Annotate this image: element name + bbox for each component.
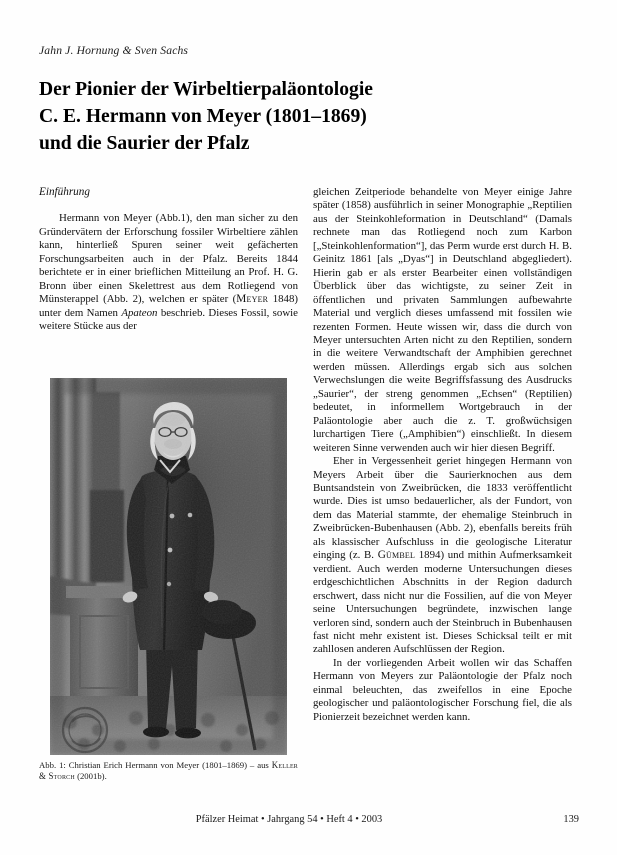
author-line: Jahn J. Hornung & Sven Sachs [39,44,189,57]
figure-caption [39,760,298,782]
portrait-photograph [50,378,287,755]
right-paragraph-3: In der vorliegenden Arbeit wollen wir das Schaffen Hermann von Meyers zur Paläontologie der Pfalz noch einmal beleuchten, das zweifellos in eine Epoche geologischer und paläontologischer Forschung fiel, die als Pionierzeit bezeichnet werden kann. [313,656,572,723]
caption-suffix: (2001b). [74,771,107,782]
left-column [39,186,298,334]
right-column [313,186,572,724]
citation-guembel: Gümbel [377,549,416,562]
title-line-1: Der Pionier der Wirbeltierpaläontologie [39,79,373,100]
left-p1-c: beschrieb. Dieses Fossil, sowie weitere Stücke aus der [39,306,298,333]
right-p2-a: Eher in Vergessenheit geriet hingegen Hermann von Meyers Arbeit über die Saurierknochen aus dem Buntsandstein von Zweibrücken, die 1833 veröffentlicht wurde. Dies ist umso bedauerlicher, als der Fundort, von dem das Material stammte, der ehemalige Steinbruch in Zweibrücken-Bubenhausen (Abb. 2), ebenfalls bereits früh als klassischer Aufschluss in die geologische Literatur einging (z. B. [313,455,572,562]
caption-text: Christian Erich Hermann von Meyer (1801–1869) – aus [65,760,272,770]
page-number: 139 [563,814,579,825]
left-p1-a: Hermann von Meyer (Abb.1), den man sicher zu den Gründervätern der Erforschung fossiler Wirbeltiere zählen kann, hinterließ Spuren seiner weit gefächerten Forschungsarbeiten auch in der Pfalz. Bereits 1844 berichtete er in einer brieflichen Mitteilung an Prof. H. G. Bronn über einen Skelettrest aus dem Rotliegend von Münsterappel (Abb. 2), welchen er später ( [39,212,298,306]
right-p2-b: 1894) und mithin Aufmerksamkeit verdient. Auch werden moderne Untersuchungen dieses erdgeschichtlichen Abschnitts in der Region dadurch erschwert, dass nicht nur die Fossilien, auf die von Meyer seine Untersuchungen begründete, inzwischen lange verloren sind, sondern auch der Steinbruch in Bubenhausen fast nicht mehr existent ist. Dieses Schicksal teilt er mit zahllosen anderen Aufschlüssen der Region. [313,549,572,656]
right-paragraph-1: gleichen Zeitperiode behandelte von Meyer einige Jahre später (1858) ausführlich in seiner Monographie „Reptilien aus der Steinkohleformation in Deutschland“ (Damals rechnete man das Rotliegend noch zum Karbon [„Steinkohlenformation“], das Perm wurde erst durch H. B. Geinitz 1861 [als „Dyas“] in Deutschland abgegliedert). Hierin gab er als erster Bearbeiter einen vollständigen Überblick über das wichtigste, zu seiner Zeit in öffentlichen und privaten Sammlungen aufbewahrte Material und verglich dieses umfassend mit fossilen wie rezenten Formen. Heute wissen wir, dass die durch von Meyer untersuchten Arten nicht zu den Reptilien, sondern in die weitere Verwandtschaft der Amphibien gerechnet werden müssen. Allerdings ergab sich aus solchen Verwechslungen die weite Begriffsfassung des Ausdrucks „Saurier“, der streng genommen „Echsen“ (Reptilien) bedeutet, in informellem Wortgebrauch in der Paläontologie aber auch die z. T. großwüchsigen lurchartigen Tiere („Amphibien“) einschließt. In diesem weiteren Sinne verwenden auch wir hier diesen Begriff. [313,186,572,454]
left-p1-b: 1848) unter dem Namen [39,293,298,319]
citation-meyer: Meyer [236,293,269,306]
journal-info: Pfälzer Heimat • Jahrgang 54 • Heft 4 • 2003 [195,814,383,825]
taxon-apateon: Apateon [121,306,158,319]
page-title [39,76,579,157]
title-line-3: und die Saurier der Pfalz [39,133,250,154]
figure-1 [50,378,287,755]
title-line-2: C. E. Hermann von Meyer (1801–1869) [39,106,367,127]
caption-label: Abb. 1: [39,760,66,770]
caption-source: Keller & Storch [39,760,299,782]
right-paragraph-2 [313,455,572,657]
section-heading: Einführung [39,186,90,198]
left-paragraph-1 [39,212,298,333]
